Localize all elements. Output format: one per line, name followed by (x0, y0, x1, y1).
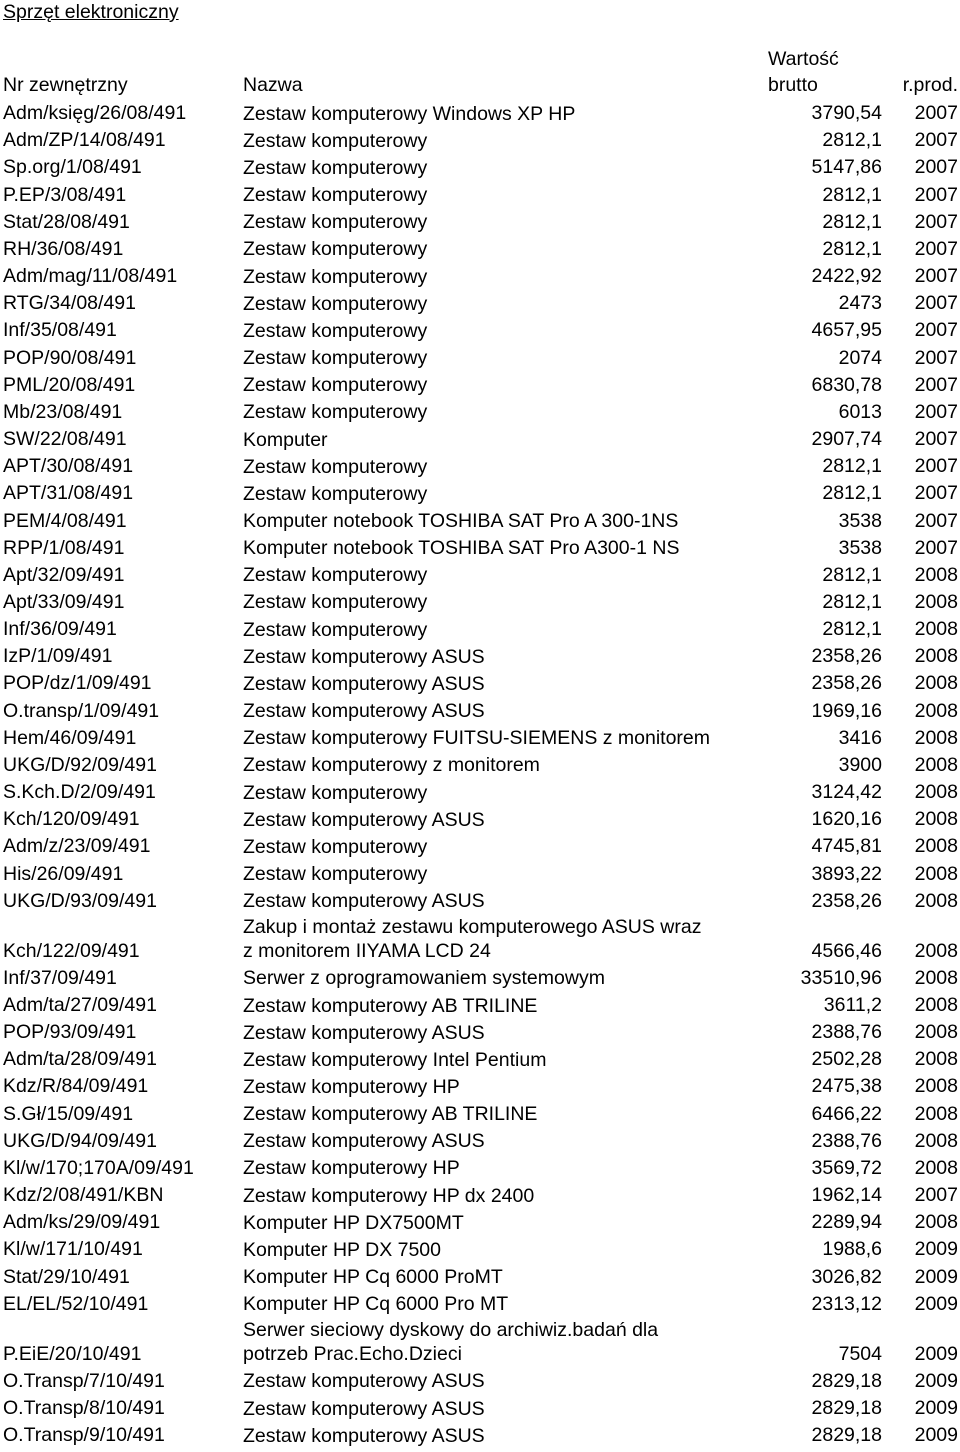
row-value: 2829,18 (811, 1424, 882, 1447)
row-value: 3538 (838, 536, 882, 559)
row-year: 2008 (914, 1102, 958, 1125)
row-value: 2422,92 (811, 265, 882, 288)
row-name: Zestaw komputerowy (243, 835, 428, 858)
row-value: 3611,2 (823, 994, 882, 1016)
table-row (0, 506, 960, 533)
row-value: 6013 (838, 400, 882, 423)
row-value: 2812,1 (822, 482, 882, 505)
row-name: Zestaw komputerowy (243, 618, 428, 641)
row-id: Stat/28/08/491 (3, 210, 130, 233)
row-name: Zestaw komputerowy (243, 265, 428, 288)
row-year: 2007 (914, 183, 958, 206)
row-id: IzP/1/09/491 (3, 645, 113, 668)
row-id: Adm/ks/29/09/491 (3, 1211, 161, 1234)
row-id: POP/93/09/491 (3, 1021, 137, 1044)
row-name: Zestaw komputerowy (243, 455, 428, 478)
row-id: Kdz/2/08/491/KBN (3, 1184, 164, 1207)
equipment-table (0, 99, 960, 1448)
table-row (0, 1127, 960, 1154)
table-row (0, 1421, 960, 1448)
row-name: Zestaw komputerowy ASUS (243, 1021, 485, 1044)
row-year: 2008 (914, 699, 958, 722)
table-row (0, 208, 960, 235)
row-year: 2007 (914, 346, 958, 369)
row-value: 2812,1 (822, 455, 882, 478)
table-row (0, 1181, 960, 1208)
header-value-line1: Wartość (768, 48, 839, 70)
table-row (0, 778, 960, 805)
table-row (0, 1208, 960, 1235)
row-value: 3416 (838, 726, 882, 749)
row-year: 2007 (914, 319, 958, 342)
row-year: 2008 (914, 889, 958, 912)
row-year: 2007 (914, 536, 958, 559)
table-row (0, 398, 960, 425)
row-id: Hem/46/09/491 (3, 726, 137, 749)
row-year: 2009 (914, 1342, 958, 1365)
table-row (0, 805, 960, 832)
row-year: 2007 (914, 509, 958, 532)
row-year: 2009 (914, 1238, 958, 1261)
row-value: 2313,12 (811, 1292, 882, 1315)
row-name: Zestaw komputerowy AB TRILINE (243, 994, 538, 1017)
row-value: 1962,14 (811, 1184, 882, 1207)
row-name: Zestaw komputerowy (243, 129, 428, 152)
row-value: 2812,1 (822, 618, 882, 641)
row-id: APT/31/08/491 (3, 482, 134, 505)
row-year: 2007 (914, 129, 958, 152)
row-id: PEM/4/08/491 (3, 509, 127, 532)
row-value: 2812,1 (822, 210, 882, 233)
row-name: Zestaw komputerowy z monitorem (243, 754, 540, 777)
row-id: UKG/D/93/09/491 (3, 889, 157, 912)
row-id: O.Transp/7/10/491 (3, 1369, 165, 1392)
row-value: 4566,46 (811, 939, 882, 962)
row-value: 2829,18 (811, 1369, 882, 1392)
row-year: 2008 (914, 781, 958, 804)
row-value: 6830,78 (811, 373, 882, 396)
row-value: 2812,1 (822, 590, 882, 613)
row-value: 4745,81 (811, 835, 882, 858)
row-id: APT/30/08/491 (3, 455, 134, 478)
row-year: 2007 (914, 1184, 958, 1207)
row-value: 3124,42 (811, 781, 882, 804)
row-id: O.transp/1/09/491 (3, 699, 160, 722)
table-row (0, 235, 960, 262)
row-value: 3900 (838, 753, 882, 776)
row-name: Komputer HP DX7500MT (243, 1211, 464, 1234)
table-row (0, 1262, 960, 1289)
row-name: Serwer z oprogramowaniem systemowym (243, 967, 605, 990)
table-row (0, 1018, 960, 1045)
row-value: 2812,1 (822, 237, 882, 260)
table-row (0, 696, 960, 723)
table-row (0, 534, 960, 561)
row-name: Zestaw komputerowy (243, 401, 428, 424)
row-id: P.EP/3/08/491 (3, 183, 127, 206)
row-id: Kch/122/09/491 (3, 939, 140, 962)
row-year: 2008 (914, 753, 958, 776)
row-id: POP/90/08/491 (3, 346, 137, 369)
row-id: EL/EL/52/10/491 (3, 1292, 149, 1315)
header-name-label: Nazwa (243, 74, 303, 96)
row-year: 2008 (914, 966, 958, 989)
row-id: Sp.org/1/08/491 (3, 156, 142, 179)
row-id: P.EiE/20/10/491 (3, 1342, 142, 1365)
row-value: 2358,26 (811, 889, 882, 912)
header-name (243, 46, 303, 98)
row-id: PML/20/08/491 (3, 373, 136, 396)
table-row (0, 452, 960, 479)
table-row (0, 180, 960, 207)
row-id: S.Gł/15/09/491 (3, 1102, 134, 1125)
row-name: Zestaw komputerowy ASUS (243, 672, 485, 695)
header-id (3, 46, 128, 98)
table-row (0, 1394, 960, 1421)
row-id: Inf/36/09/491 (3, 618, 117, 641)
row-name: Zestaw komputerowy AB TRILINE (243, 1103, 538, 1126)
table-row (0, 991, 960, 1018)
row-name: Zestaw komputerowy (243, 238, 428, 261)
row-id: UKG/D/92/09/491 (3, 753, 157, 776)
row-id: SW/22/08/491 (3, 428, 127, 451)
row-year: 2007 (914, 373, 958, 396)
row-name: Komputer notebook TOSHIBA SAT Pro A 300-1NS (243, 510, 679, 532)
row-name: Zestaw komputerowy HP (243, 1075, 460, 1098)
table-row (0, 479, 960, 506)
row-year: 2008 (914, 618, 958, 641)
row-value: 2812,1 (822, 183, 882, 206)
row-id: Adm/księg/26/08/491 (3, 102, 187, 125)
table-row (0, 371, 960, 398)
row-value: 3538 (838, 509, 882, 532)
table-row (0, 751, 960, 778)
row-id: Apt/33/09/491 (3, 590, 125, 613)
row-name: Zestaw komputerowy (243, 211, 428, 234)
row-name: Zestaw komputerowy HP (243, 1157, 460, 1180)
row-id: RTG/34/08/491 (3, 292, 136, 315)
row-id: Adm/mag/11/08/491 (3, 265, 178, 288)
row-value: 2358,26 (811, 672, 882, 695)
header-year (903, 46, 958, 98)
row-name: Zestaw komputerowy (243, 482, 428, 505)
table-row (0, 1367, 960, 1394)
row-id: Adm/ta/28/09/491 (3, 1048, 157, 1071)
row-year: 2008 (914, 862, 958, 885)
row-year: 2008 (914, 1211, 958, 1234)
row-year: 2008 (914, 726, 958, 749)
header-value (768, 46, 839, 98)
row-id: Adm/ZP/14/08/491 (3, 129, 166, 152)
row-year: 2008 (914, 994, 958, 1016)
row-name: Zestaw komputerowy (243, 292, 428, 315)
row-year: 2007 (914, 428, 958, 451)
row-year: 2009 (914, 1265, 958, 1288)
header-value-line2: brutto (768, 74, 818, 96)
row-id: Apt/32/09/491 (3, 563, 125, 586)
table-row (0, 343, 960, 370)
row-name: Zestaw komputerowy ASUS (243, 890, 485, 913)
table-row (0, 1045, 960, 1072)
row-value: 1969,16 (811, 699, 882, 722)
row-name: Zestaw komputerowy (243, 184, 428, 207)
table-row (0, 99, 960, 126)
table-row (0, 1099, 960, 1126)
table-row (0, 1317, 960, 1367)
row-id: Mb/23/08/491 (3, 400, 123, 423)
row-value: 6466,22 (811, 1102, 882, 1125)
table-row (0, 964, 960, 991)
row-year: 2009 (914, 1292, 958, 1315)
row-year: 2007 (914, 210, 958, 233)
row-year: 2008 (914, 939, 958, 962)
table-row (0, 588, 960, 615)
row-id: UKG/D/94/09/491 (3, 1129, 157, 1152)
row-year: 2007 (914, 455, 958, 478)
row-name: Komputer HP DX 7500 (243, 1238, 441, 1261)
row-name: Zestaw komputerowy HP dx 2400 (243, 1184, 535, 1207)
table-row (0, 832, 960, 859)
row-id: Kch/120/09/491 (3, 808, 140, 831)
header-id-label: Nr zewnętrzny (3, 74, 128, 96)
row-name: Zestaw komputerowy ASUS (243, 700, 485, 723)
row-id: S.Kch.D/2/09/491 (3, 781, 156, 804)
row-value: 2289,94 (811, 1211, 882, 1234)
row-value: 2812,1 (822, 129, 882, 152)
row-year: 2007 (914, 237, 958, 260)
row-id: Adm/ta/27/09/491 (3, 994, 157, 1016)
row-year: 2008 (914, 1156, 958, 1179)
row-year: 2009 (914, 1424, 958, 1447)
row-id: His/26/09/491 (3, 862, 124, 885)
row-value: 1988,6 (822, 1238, 882, 1261)
row-value: 2829,18 (811, 1397, 882, 1420)
row-year: 2008 (914, 672, 958, 695)
row-name: Komputer HP Cq 6000 Pro MT (243, 1293, 509, 1316)
row-id: RH/36/08/491 (3, 237, 124, 260)
table-row (0, 126, 960, 153)
table-row (0, 887, 960, 914)
header-year-label: r.prod. (902, 74, 958, 96)
row-value: 1620,16 (811, 808, 882, 831)
table-row (0, 615, 960, 642)
row-name: Zestaw komputerowy (243, 347, 428, 370)
row-name: Zestaw komputerowy ASUS (243, 645, 485, 668)
row-id: POP/dz/1/09/491 (3, 672, 152, 695)
table-row (0, 859, 960, 886)
row-id: RPP/1/08/491 (3, 536, 125, 559)
row-id: O.Transp/9/10/491 (3, 1424, 165, 1447)
row-name: Zestaw komputerowy FUITSU-SIEMENS z monitorem (243, 727, 711, 750)
row-name: Zestaw komputerowy ASUS (243, 1370, 485, 1393)
row-value: 3569,72 (811, 1156, 882, 1179)
row-value: 4657,95 (811, 319, 882, 342)
row-year: 2007 (914, 102, 958, 125)
row-year: 2008 (914, 1021, 958, 1044)
table-row (0, 1290, 960, 1317)
row-name: Zestaw komputerowy (243, 156, 428, 179)
table-row (0, 262, 960, 289)
table-row (0, 1235, 960, 1262)
table-row (0, 1072, 960, 1099)
row-name: Zestaw komputerowy (243, 374, 428, 397)
row-year: 2008 (914, 645, 958, 668)
table-row (0, 724, 960, 751)
row-year: 2007 (914, 292, 958, 315)
row-name: Zestaw komputerowy ASUS (243, 1397, 485, 1420)
row-id: Kl/w/170;170A/09/491 (3, 1156, 194, 1179)
row-name: Zestaw komputerowy (243, 863, 428, 886)
row-year: 2008 (914, 563, 958, 586)
row-value: 2502,28 (811, 1048, 882, 1071)
row-value: 2812,1 (822, 563, 882, 586)
table-row (0, 289, 960, 316)
row-name: Zestaw komputerowy (243, 781, 428, 804)
row-year: 2009 (914, 1397, 958, 1420)
row-year: 2008 (914, 835, 958, 858)
row-name: Komputer HP Cq 6000 ProMT (243, 1266, 503, 1289)
row-year: 2008 (914, 808, 958, 831)
row-name: Zestaw komputerowy (243, 591, 428, 614)
row-value: 3026,82 (811, 1265, 882, 1288)
table-row (0, 669, 960, 696)
row-name: Zestaw komputerowy Intel Pentium (243, 1048, 547, 1071)
table-row (0, 153, 960, 180)
table-row (0, 1154, 960, 1181)
row-name: Zestaw komputerowy Windows XP HP (243, 102, 576, 125)
row-value: 5147,86 (811, 156, 882, 179)
row-id: Adm/z/23/09/491 (3, 835, 151, 858)
table-row (0, 316, 960, 343)
row-id: Kl/w/171/10/491 (3, 1238, 143, 1261)
row-year: 2008 (914, 590, 958, 613)
row-name: Komputer notebook TOSHIBA SAT Pro A300-1 NS (243, 537, 680, 560)
row-value: 7504 (838, 1342, 882, 1365)
table-row (0, 425, 960, 452)
row-value: 2473 (838, 292, 882, 315)
row-year: 2008 (914, 1075, 958, 1098)
row-value: 2074 (838, 346, 882, 369)
row-name: Zestaw komputerowy ASUS (243, 808, 485, 831)
row-year: 2008 (914, 1129, 958, 1152)
row-name: Komputer (243, 428, 328, 451)
row-name: Serwer sieciowy dyskowy do archiwiz.badań dla potrzeb Prac.Echo.Dzieci (243, 1318, 659, 1366)
row-value: 3893,22 (811, 862, 882, 885)
table-row (0, 561, 960, 588)
row-year: 2007 (914, 482, 958, 505)
page-title[interactable]: Sprzęt elektroniczny (3, 1, 179, 23)
table-row (0, 914, 960, 964)
row-name: Zestaw komputerowy (243, 564, 428, 587)
row-id: O.Transp/8/10/491 (3, 1397, 165, 1420)
row-value: 2388,76 (811, 1021, 882, 1044)
row-id: Stat/29/10/491 (3, 1265, 130, 1288)
row-name: Zestaw komputerowy ASUS (243, 1130, 485, 1153)
row-value: 2907,74 (811, 428, 882, 451)
row-value: 33510,96 (800, 966, 882, 989)
row-value: 2388,76 (811, 1129, 882, 1152)
row-id: Inf/35/08/491 (3, 319, 117, 342)
row-name: Zestaw komputerowy ASUS (243, 1424, 485, 1447)
row-year: 2007 (914, 265, 958, 288)
row-id: Kdz/R/84/09/491 (3, 1075, 149, 1098)
table-row (0, 642, 960, 669)
row-year: 2007 (914, 400, 958, 423)
row-value: 2358,26 (811, 645, 882, 668)
row-year: 2007 (914, 156, 958, 179)
row-value: 2475,38 (811, 1075, 882, 1098)
row-id: Inf/37/09/491 (3, 966, 117, 989)
row-name: Zestaw komputerowy (243, 319, 428, 342)
row-year: 2009 (914, 1369, 958, 1392)
row-year: 2008 (914, 1048, 958, 1071)
row-name: Zakup i montaż zestawu komputerowego ASUS wraz z monitorem IIYAMA LCD 24 (243, 915, 702, 963)
row-value: 3790,54 (811, 102, 882, 125)
